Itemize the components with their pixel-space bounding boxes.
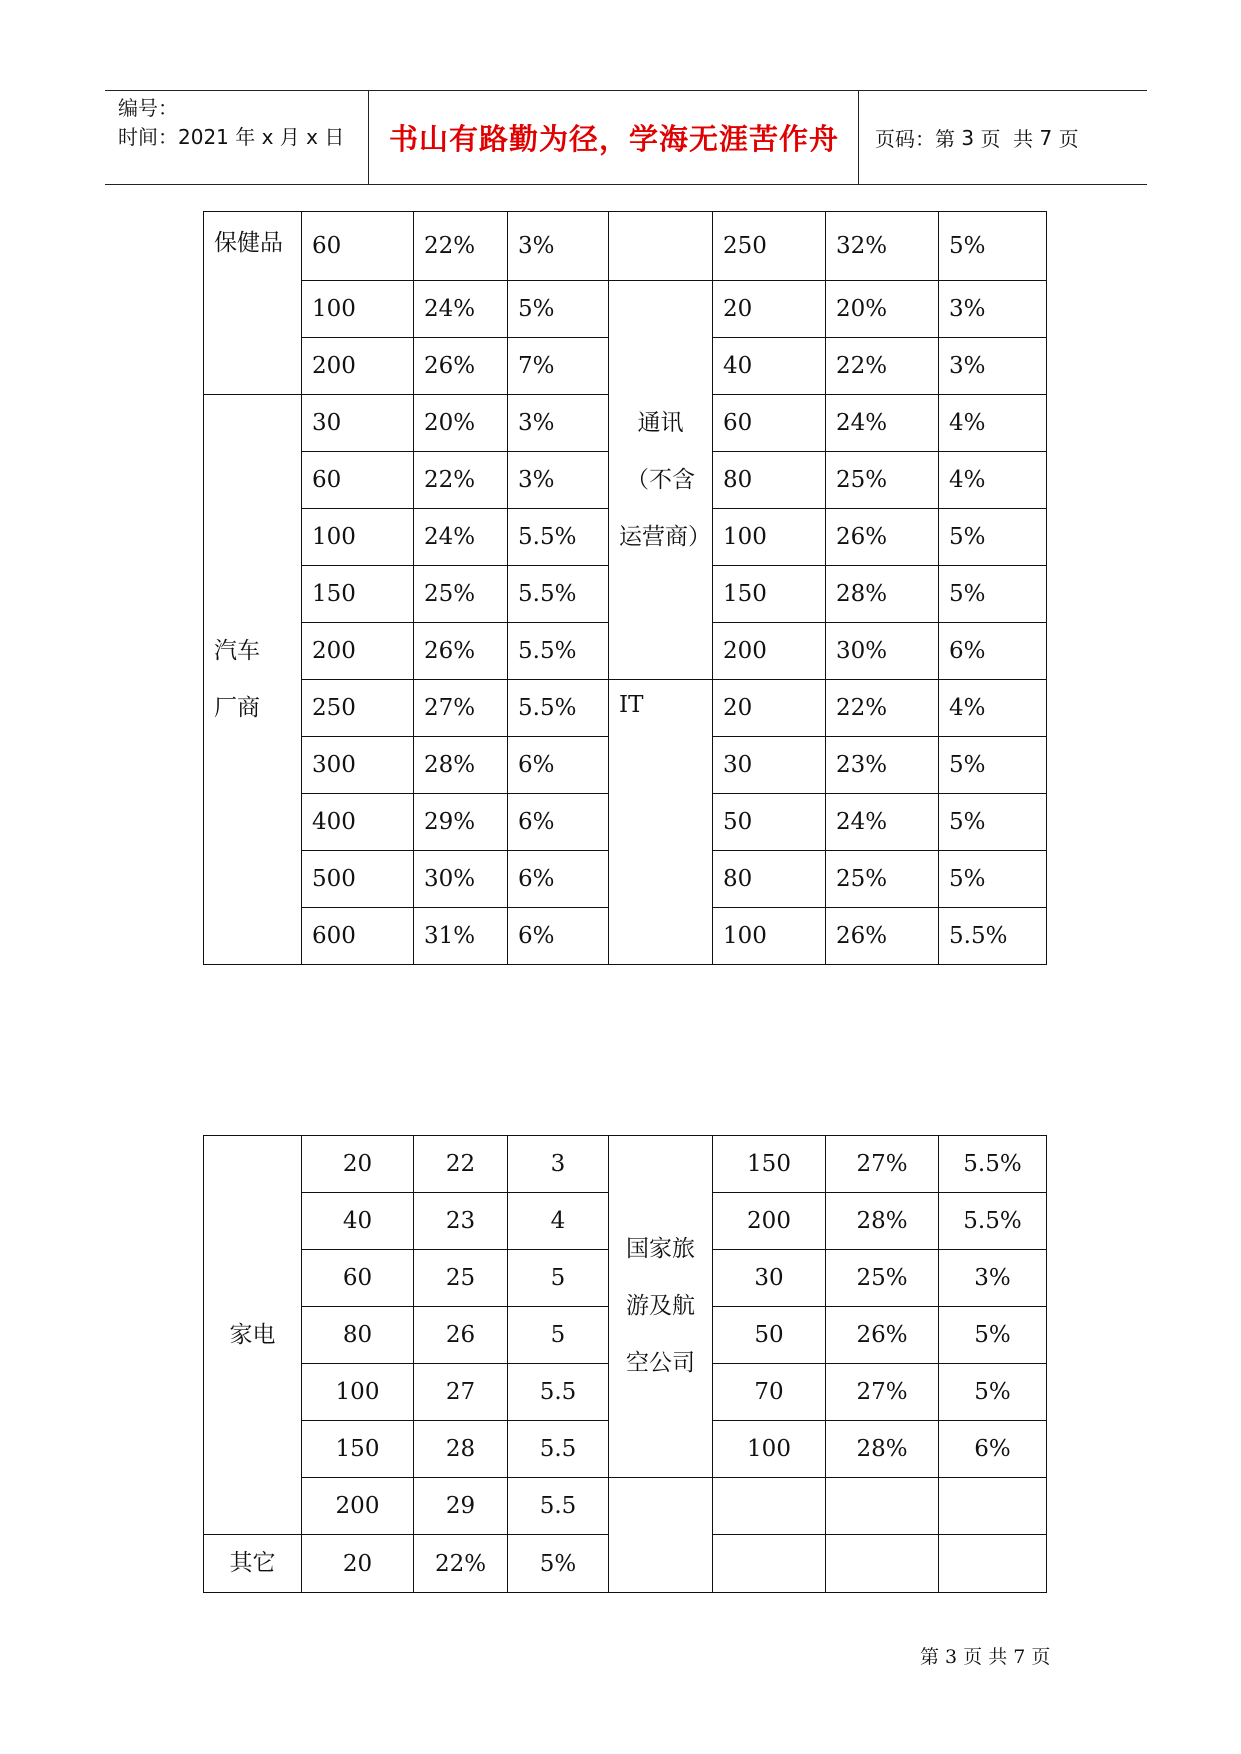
amount-cell: 200 — [713, 623, 826, 680]
table-body — [204, 212, 1047, 965]
bonus-cell: 5.5 — [508, 1421, 609, 1478]
category-label: IT — [619, 692, 644, 718]
amount-cell: 600 — [302, 908, 414, 965]
amount-cell: 80 — [302, 1307, 414, 1364]
rate-cell: 25% — [826, 1250, 939, 1307]
amount-cell: 50 — [713, 1307, 826, 1364]
table-row — [204, 212, 1047, 281]
amount-cell: 250 — [302, 680, 414, 737]
serial-label: 编号： — [118, 96, 178, 120]
rate-cell: 26% — [826, 1307, 939, 1364]
amount-cell: 70 — [713, 1364, 826, 1421]
rate-cell: 26 — [414, 1307, 508, 1364]
amount-cell: 80 — [713, 851, 826, 908]
bonus-cell: 6% — [508, 737, 609, 794]
amount-cell: 60 — [302, 212, 414, 281]
rate-cell: 24% — [414, 509, 508, 566]
bonus-cell: 5.5 — [508, 1478, 609, 1535]
rate-cell: 22% — [414, 452, 508, 509]
amount-cell: 30 — [713, 1250, 826, 1307]
bonus-cell: 5.5% — [939, 1193, 1047, 1250]
bonus-cell: 3% — [508, 452, 609, 509]
amount-cell: 100 — [302, 281, 414, 338]
amount-cell: 60 — [302, 452, 414, 509]
amount-cell: 20 — [713, 680, 826, 737]
bonus-cell: 5% — [939, 1307, 1047, 1364]
rate-cell: 22% — [826, 680, 939, 737]
rate-cell: 24% — [826, 794, 939, 851]
bonus-cell: 5.5% — [939, 908, 1047, 965]
rate-cell: 27% — [826, 1136, 939, 1193]
left-category-cell — [204, 1136, 302, 1535]
rate-cell: 22% — [414, 212, 508, 281]
page-label-suffix: 页 — [1052, 127, 1079, 151]
bonus-cell: 3 — [508, 1136, 609, 1193]
rebate-table-2 — [203, 1135, 1047, 1593]
rate-cell: 28% — [826, 1421, 939, 1478]
bonus-cell: 3% — [508, 395, 609, 452]
rate-cell: 30% — [826, 623, 939, 680]
amount-cell: 80 — [713, 452, 826, 509]
table-row — [204, 281, 1047, 338]
bonus-cell: 5% — [939, 737, 1047, 794]
rate-cell: 28% — [826, 566, 939, 623]
amount-cell: 500 — [302, 851, 414, 908]
rate-cell — [826, 1535, 939, 1593]
rate-cell: 28% — [826, 1193, 939, 1250]
bonus-cell: 3% — [939, 1250, 1047, 1307]
bonus-cell: 5 — [508, 1307, 609, 1364]
rate-cell: 25% — [414, 566, 508, 623]
left-category-cell — [204, 1535, 302, 1593]
amount-cell: 30 — [302, 395, 414, 452]
amount-cell: 200 — [302, 1478, 414, 1535]
bonus-cell: 3% — [508, 212, 609, 281]
bonus-cell: 5.5% — [939, 1136, 1047, 1193]
rate-cell: 32% — [826, 212, 939, 281]
bonus-cell: 5.5% — [508, 566, 609, 623]
bonus-cell: 5.5% — [508, 509, 609, 566]
rate-cell: 25 — [414, 1250, 508, 1307]
bonus-cell: 5% — [939, 1364, 1047, 1421]
amount-cell: 100 — [713, 908, 826, 965]
rate-cell: 26% — [826, 509, 939, 566]
category-label: 游及航 — [626, 1293, 695, 1319]
rate-cell: 26% — [414, 338, 508, 395]
bonus-cell: 4% — [939, 452, 1047, 509]
amount-cell: 150 — [713, 1136, 826, 1193]
rate-cell: 20% — [414, 395, 508, 452]
amount-cell: 100 — [713, 1421, 826, 1478]
rate-cell: 22 — [414, 1136, 508, 1193]
rate-cell: 27% — [826, 1364, 939, 1421]
category-label: 其它 — [229, 1550, 276, 1576]
right-category-cell — [609, 680, 713, 965]
page-total: 7 — [1039, 125, 1053, 150]
rebate-table-1 — [203, 211, 1047, 965]
rate-cell: 25% — [826, 452, 939, 509]
amount-cell: 100 — [302, 1364, 414, 1421]
right-category-cell — [609, 212, 713, 281]
amount-cell: 200 — [302, 338, 414, 395]
bonus-cell: 5 — [508, 1250, 609, 1307]
amount-cell: 200 — [302, 623, 414, 680]
category-label: 家电 — [229, 1321, 276, 1348]
bonus-cell: 5% — [939, 566, 1047, 623]
header-motto: 书山有路勤为径，学海无涯苦作舟 — [388, 122, 839, 156]
bonus-cell: 5% — [939, 212, 1047, 281]
header-meta — [118, 94, 368, 152]
category-label: 通讯 — [637, 409, 684, 436]
bonus-cell: 4% — [939, 680, 1047, 737]
rate-cell: 22% — [414, 1535, 508, 1593]
category-label: （不含 — [626, 466, 695, 493]
page-footer: 第 3 页 共 7 页 — [920, 1646, 1051, 1668]
right-category-cell — [609, 281, 713, 680]
rate-cell: 26% — [414, 623, 508, 680]
header-divider — [858, 91, 859, 184]
amount-cell: 60 — [713, 395, 826, 452]
rate-cell: 28% — [414, 737, 508, 794]
rate-cell: 29 — [414, 1478, 508, 1535]
page-label-mid: 页 共 — [974, 127, 1040, 151]
amount-cell: 100 — [713, 509, 826, 566]
rate-cell: 23 — [414, 1193, 508, 1250]
rate-cell: 28 — [414, 1421, 508, 1478]
amount-cell — [713, 1535, 826, 1593]
bonus-cell: 6% — [508, 794, 609, 851]
category-label: 厂商 — [214, 694, 260, 721]
amount-cell: 250 — [713, 212, 826, 281]
page-header — [105, 90, 1147, 185]
rate-cell: 25% — [826, 851, 939, 908]
page-current: 3 — [961, 125, 975, 150]
rate-cell — [826, 1478, 939, 1535]
bonus-cell — [939, 1535, 1047, 1593]
bonus-cell: 5% — [939, 851, 1047, 908]
amount-cell: 300 — [302, 737, 414, 794]
table-row — [204, 1478, 1047, 1535]
amount-cell: 200 — [713, 1193, 826, 1250]
bonus-cell: 5% — [939, 509, 1047, 566]
rate-cell: 27 — [414, 1364, 508, 1421]
amount-cell: 60 — [302, 1250, 414, 1307]
bonus-cell: 6% — [939, 1421, 1047, 1478]
bonus-cell: 3% — [939, 281, 1047, 338]
bonus-cell: 5% — [939, 794, 1047, 851]
right-category-cell — [609, 1478, 713, 1593]
amount-cell: 40 — [302, 1193, 414, 1250]
rate-cell: 24% — [414, 281, 508, 338]
bonus-cell: 5% — [508, 1535, 609, 1593]
page-label-prefix: 页码：第 — [875, 127, 962, 151]
bonus-cell: 5.5% — [508, 680, 609, 737]
bonus-cell: 5.5% — [508, 623, 609, 680]
bonus-cell: 6% — [939, 623, 1047, 680]
rate-cell: 27% — [414, 680, 508, 737]
amount-cell: 100 — [302, 509, 414, 566]
amount-cell: 150 — [302, 1421, 414, 1478]
rate-cell: 23% — [826, 737, 939, 794]
amount-cell: 40 — [713, 338, 826, 395]
bonus-cell: 5% — [508, 281, 609, 338]
amount-cell: 150 — [713, 566, 826, 623]
category-label: 空公司 — [626, 1350, 695, 1376]
rate-cell: 22% — [826, 338, 939, 395]
rate-cell: 20% — [826, 281, 939, 338]
rate-cell: 24% — [826, 395, 939, 452]
bonus-cell: 7% — [508, 338, 609, 395]
table-row — [204, 680, 1047, 737]
bonus-cell: 6% — [508, 851, 609, 908]
amount-cell: 50 — [713, 794, 826, 851]
amount-cell: 20 — [302, 1535, 414, 1593]
bonus-cell: 4 — [508, 1193, 609, 1250]
table-body — [204, 1136, 1047, 1593]
right-category-cell — [609, 1136, 713, 1478]
bonus-cell: 3% — [939, 338, 1047, 395]
amount-cell — [713, 1478, 826, 1535]
header-page-number — [875, 91, 1079, 184]
category-label: 国家旅 — [626, 1236, 695, 1262]
header-divider — [368, 91, 369, 184]
left-category-cell — [204, 395, 302, 965]
table-row — [204, 1136, 1047, 1193]
amount-cell: 20 — [302, 1136, 414, 1193]
rate-cell: 31% — [414, 908, 508, 965]
bonus-cell: 4% — [939, 395, 1047, 452]
time-label: 时间：2021 年 x 月 x 日 — [118, 125, 345, 149]
category-label: 汽车 — [214, 637, 260, 664]
amount-cell: 150 — [302, 566, 414, 623]
amount-cell: 20 — [713, 281, 826, 338]
left-category-cell — [204, 212, 302, 395]
amount-cell: 30 — [713, 737, 826, 794]
category-label: 保健品 — [214, 230, 283, 256]
bonus-cell — [939, 1478, 1047, 1535]
bonus-cell: 6% — [508, 908, 609, 965]
rate-cell: 29% — [414, 794, 508, 851]
category-label: 运营商） — [619, 523, 711, 550]
amount-cell: 400 — [302, 794, 414, 851]
rate-cell: 30% — [414, 851, 508, 908]
rate-cell: 26% — [826, 908, 939, 965]
bonus-cell: 5.5 — [508, 1364, 609, 1421]
